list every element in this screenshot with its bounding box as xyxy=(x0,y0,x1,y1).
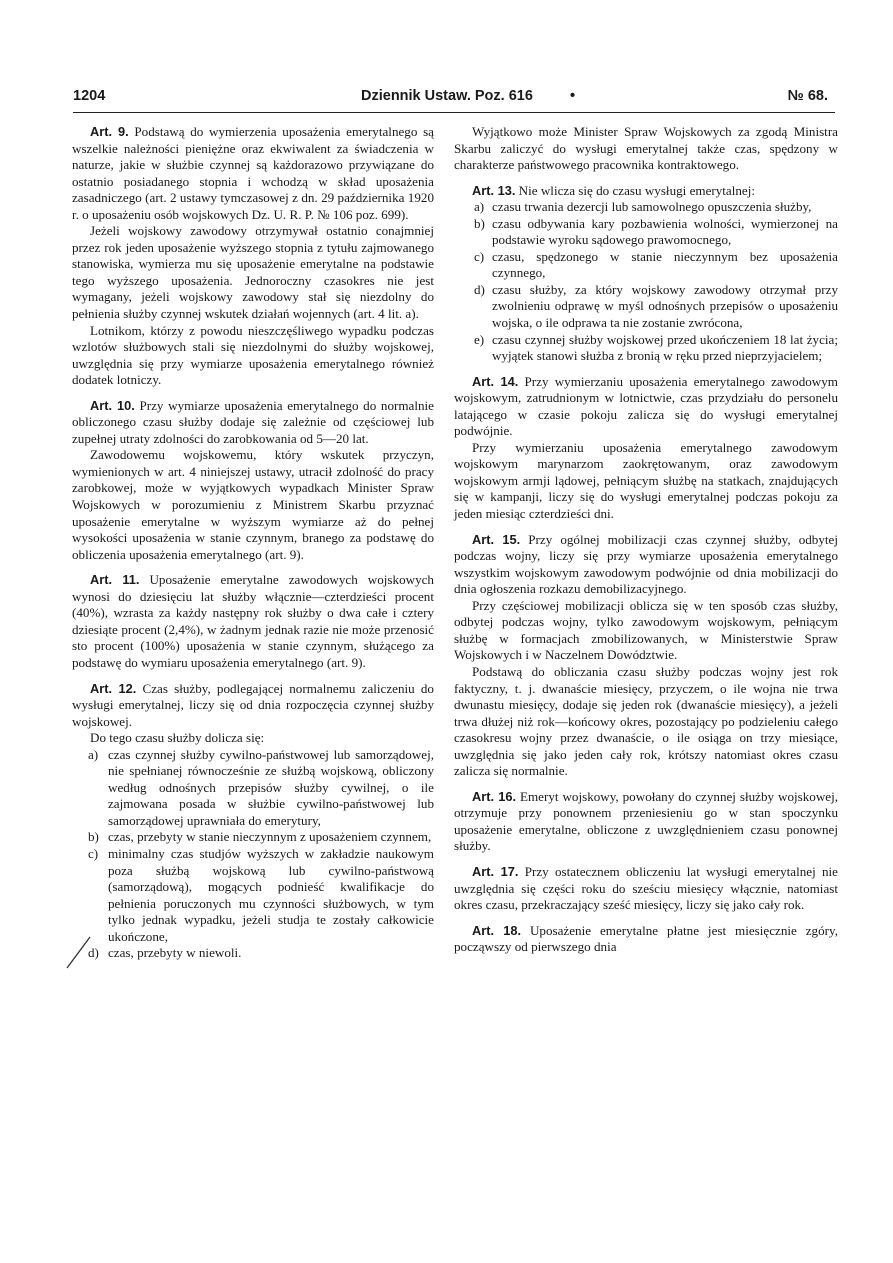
article-text: Przy ostatecznem obliczeniu lat wysługi emerytalnej nie uwzględnia się części roku do sześciu miesięcy włącznie, natomiast okres czasu, przekraczający sześć miesięcy, liczy się jako cały rok. xyxy=(454,863,838,913)
list-item xyxy=(72,747,434,830)
article-text: Nie wlicza się do czasu wysługi emerytalnej: xyxy=(518,182,756,198)
paragraph: Jeżeli wojskowy zawodowy otrzymywał ostatnio conajmniej przez rok jeden uposażenie wyższego stopnia z tytułu zajmowanego stanowiska, wymierza mu się uposażenie emerytalne na podstawie tego wyższego uposażenia. Jednoroczny czasokres nie jest wymagany, jeżeli wojskowy zawodowy stał się niezdolny do pełnienia służby czynnej wskutek działań wojennych (art. 4 lit. a). xyxy=(72,223,434,322)
paragraph: Przy wymierzaniu uposażenia emerytalnego zawodowym wojskowym marynarzom zaokrętowanym, oraz zawodowym wojskowym armji lądowej, pełniącym służbę na statkach, znajdujących się w kampanji, liczy się do wysługi emerytalnej podczas pokoju za jeden miesiąc czterdzieści dni. xyxy=(454,439,838,522)
article-text: Przy ogólnej mobilizacji czas czynnej służby, odbytej podczas wojny, liczy się przy wymiarze uposażenia emerytalnego wszystkim wojskowym zawodowym podwójnie od dnia mobilizacji do dnia ogłoszenia rozkazu demobilizacyjnego. xyxy=(454,531,838,597)
art12-list xyxy=(72,747,434,962)
paragraph: Przy częściowej mobilizacji oblicza się w ten sposób czas służby, odbytej podczas wojny, tylko zawodowym wojskowym, pełniącym służbę w formacjach zmobilizowanych, w Ministerstwie Spraw Wojskowych i w Naczelnem Dowództwie. xyxy=(454,597,838,663)
list-marker: b) xyxy=(88,829,99,845)
list-marker: a) xyxy=(474,199,485,215)
list-marker: b) xyxy=(474,215,485,231)
list-item xyxy=(454,199,838,216)
right-column xyxy=(454,124,838,956)
pen-mark xyxy=(64,935,92,971)
list-item-text: czasu służby, za który wojskowy zawodowy otrzymał przy zwolnieniu odprawę w myśl odnośnych przepisów o uposażeniu wojska, o ile odprawa ta nie zostanie zwrócona, xyxy=(492,281,838,331)
article-text: Podstawą do wymierzenia uposażenia emerytalnego są wszelkie należności pieniężne oraz ekwiwalent za świadczenia w naturze, jakie w służbie czynnej są każdorazowo przywiązane do ostatnio posiadanego stopnia i wchodzą w skład uposażenia zasadniczego (art. 2 ustawy tymczasowej z dn. 29 października 1920 r. o uposażeniu osób wojskowych Dz. U. R. P. № 106 poz. 699). xyxy=(72,124,434,222)
paragraph: Lotnikom, którzy z powodu nieszczęśliwego wypadku podczas wzlotów służbowych stali się niezdolnymi do służby wojskowej, uwzględnia się przy wymiarze uposażenia emerytalnego również dodatek lotniczy. xyxy=(72,322,434,388)
article-label: Art. 14. xyxy=(472,373,519,389)
article-text: Uposażenie emerytalne zawodowych wojskowych wynosi do dziesięciu lat służby włącznie—czterdzieści procent (40%), wzrasta za każdy następny rok służby o dwa całe i cztery dziesiąte procent (2,4%), w żadnym jednak razie nie może przenosić sto procent (100%) uposażenia w stanie czynnym, służącego za podstawę do wymiaru uposażenia emerytalnego (art. 9). xyxy=(72,572,434,670)
list-marker: a) xyxy=(88,746,99,762)
article-9 xyxy=(72,124,434,223)
list-item-text: czas czynnej służby cywilno-państwowej lub samorządowej, nie spełnianej równocześnie ze służbą wojskową, obliczony według odnośnych przepisów służby cywilnej, o ile zajmowana posada w służbie cywilno-państwowej lub samorządowej uprawniała do emerytury, xyxy=(108,746,434,828)
issue-number: № 68. xyxy=(787,88,828,104)
list-item-text: czas, przebyty w niewoli. xyxy=(108,945,242,961)
list-marker: d) xyxy=(474,281,485,297)
list-item xyxy=(454,282,838,332)
list-item-text: czasu czynnej służby wojskowej przed ukończeniem 18 lat życia; wyjątek stanowi służba z bronią w ręku przed nieprzyjacielem; xyxy=(492,331,838,364)
article-text: Czas służby, podlegającej normalnemu zaliczeniu do wysługi emerytalnej, liczy się od dnia rozpoczęcia czynnej służby wojskowej. xyxy=(72,680,434,729)
list-item xyxy=(454,249,838,282)
paragraph: Zawodowemu wojskowemu, który wskutek przyczyn, wymienionych w art. 4 niniejszej ustawy, utracił zdolność do pracy zarobkowej, może w wyjątkowych wypadkach Minister Spraw Wojskowych w porozumieniu z Ministrem Skarbu przyznać uposażenie emerytalne w wyższym wymiarze aż do pełnej wysokości uposażenia w stanie czynnym, branego za podstawę do obliczenia uposażenia emerytalnego (art. 9). xyxy=(72,447,434,562)
article-label: Art. 9. xyxy=(90,124,129,139)
list-marker: d) xyxy=(88,945,99,961)
article-12 xyxy=(72,681,434,731)
article-label: Art. 17. xyxy=(472,863,519,879)
article-10 xyxy=(72,398,434,448)
article-14 xyxy=(454,374,838,440)
article-18 xyxy=(454,923,838,956)
article-label: Art. 16. xyxy=(472,788,517,804)
list-item-text: czasu trwania dezercji lub samowolnego opuszczenia służby, xyxy=(492,199,812,215)
left-column xyxy=(72,124,434,962)
article-11 xyxy=(72,572,434,671)
article-13 xyxy=(454,183,838,200)
article-16 xyxy=(454,789,838,855)
list-item-text: czasu odbywania kary pozbawienia wolności, wymierzonej na podstawie wyroku sądowego prawomocnego, xyxy=(492,215,838,248)
art13-list xyxy=(454,199,838,364)
article-label: Art. 13. xyxy=(472,182,516,198)
list-intro: Do tego czasu służby dolicza się: xyxy=(90,730,265,746)
list-item xyxy=(454,216,838,249)
article-label: Art. 15. xyxy=(472,531,521,547)
article-label: Art. 12. xyxy=(90,680,137,696)
article-15 xyxy=(454,532,838,598)
page-number: 1204 xyxy=(73,88,106,104)
page-header xyxy=(73,84,828,110)
journal-title: Dziennik Ustaw. Poz. 616 xyxy=(361,88,533,104)
article-text: Przy wymiarze uposażenia emerytalnego do normalnie obliczonego czasu służby dodaje się zależnie od częściowej lub zupełnej utraty zdolności do zarobkowania od 5—20 lat. xyxy=(72,397,434,446)
article-text: Emeryt wojskowy, powołany do czynnej służby wojskowej, otrzymuje przy ponownem przeniesieniu go w stan spoczynku uposażenie emerytalne, obliczone z uwzględnieniem czasu ponownej służby. xyxy=(454,788,838,854)
article-text: Przy wymierzaniu uposażenia emerytalnego zawodowym wojskowym, zatrudnionym w lotnictwie, czas przydziału do personelu latającego w czasie pokoju zalicza się do wysługi emerytalnej podwójnie. xyxy=(454,373,838,439)
list-item xyxy=(72,829,434,846)
header-separator: • xyxy=(570,88,576,104)
header-rule xyxy=(73,112,835,113)
article-label: Art. 10. xyxy=(90,397,135,413)
article-17 xyxy=(454,864,838,914)
list-item-text: czasu, spędzonego w stanie nieczynnym bez uposażenia czynnego, xyxy=(492,248,838,281)
article-label: Art. 11. xyxy=(90,572,140,588)
article-label: Art. 18. xyxy=(472,922,522,938)
list-item-text: minimalny czas studjów wyższych w zakładzie naukowym poza służbą wojskową lub cywilno-państwową (samorządową), mogących podnieść kwalifikacje do pełnienia poruczonych mu czynności służbowych, w tym tylko jednak wypadku, jeżeli studja te zostały całkowicie ukończone, xyxy=(108,845,434,944)
list-item xyxy=(72,846,434,945)
paragraph: Podstawą do obliczania czasu służby podczas wojny jest rok faktyczny, t. j. dwanaście miesięcy, przyczem, o ile wojna nie trwa dwunastu miesięcy, dodaje się jeden rok (dwanaście miesięcy), a jeżeli trwa dłużej niż rok—końcowy okres, pozostający po podzieleniu całego czasokresu wojny przez dwanaście, o ile osiąga on trzy miesiące, uwzględnia się jako jeden cały rok, krótszy natomiast okres czasu zalicza się normalnie. xyxy=(454,663,838,779)
list-marker: c) xyxy=(474,248,485,264)
list-item xyxy=(72,945,434,962)
article-text: Uposażenie emerytalne płatne jest miesięcznie zgóry, począwszy od pierwszego dnia xyxy=(454,922,838,955)
art12-continuation: Wyjątkowo może Minister Spraw Wojskowych za zgodą Ministra Skarbu zaliczyć do wysługi emerytalnej także czas, spędzony w charakterze państwowego pracownika kontraktowego. xyxy=(454,124,838,173)
list-item-text: czas, przebyty w stanie nieczynnym z uposażeniem czynnem, xyxy=(108,829,432,845)
list-marker: c) xyxy=(88,845,99,861)
list-marker: e) xyxy=(474,331,485,347)
list-item xyxy=(454,332,838,365)
